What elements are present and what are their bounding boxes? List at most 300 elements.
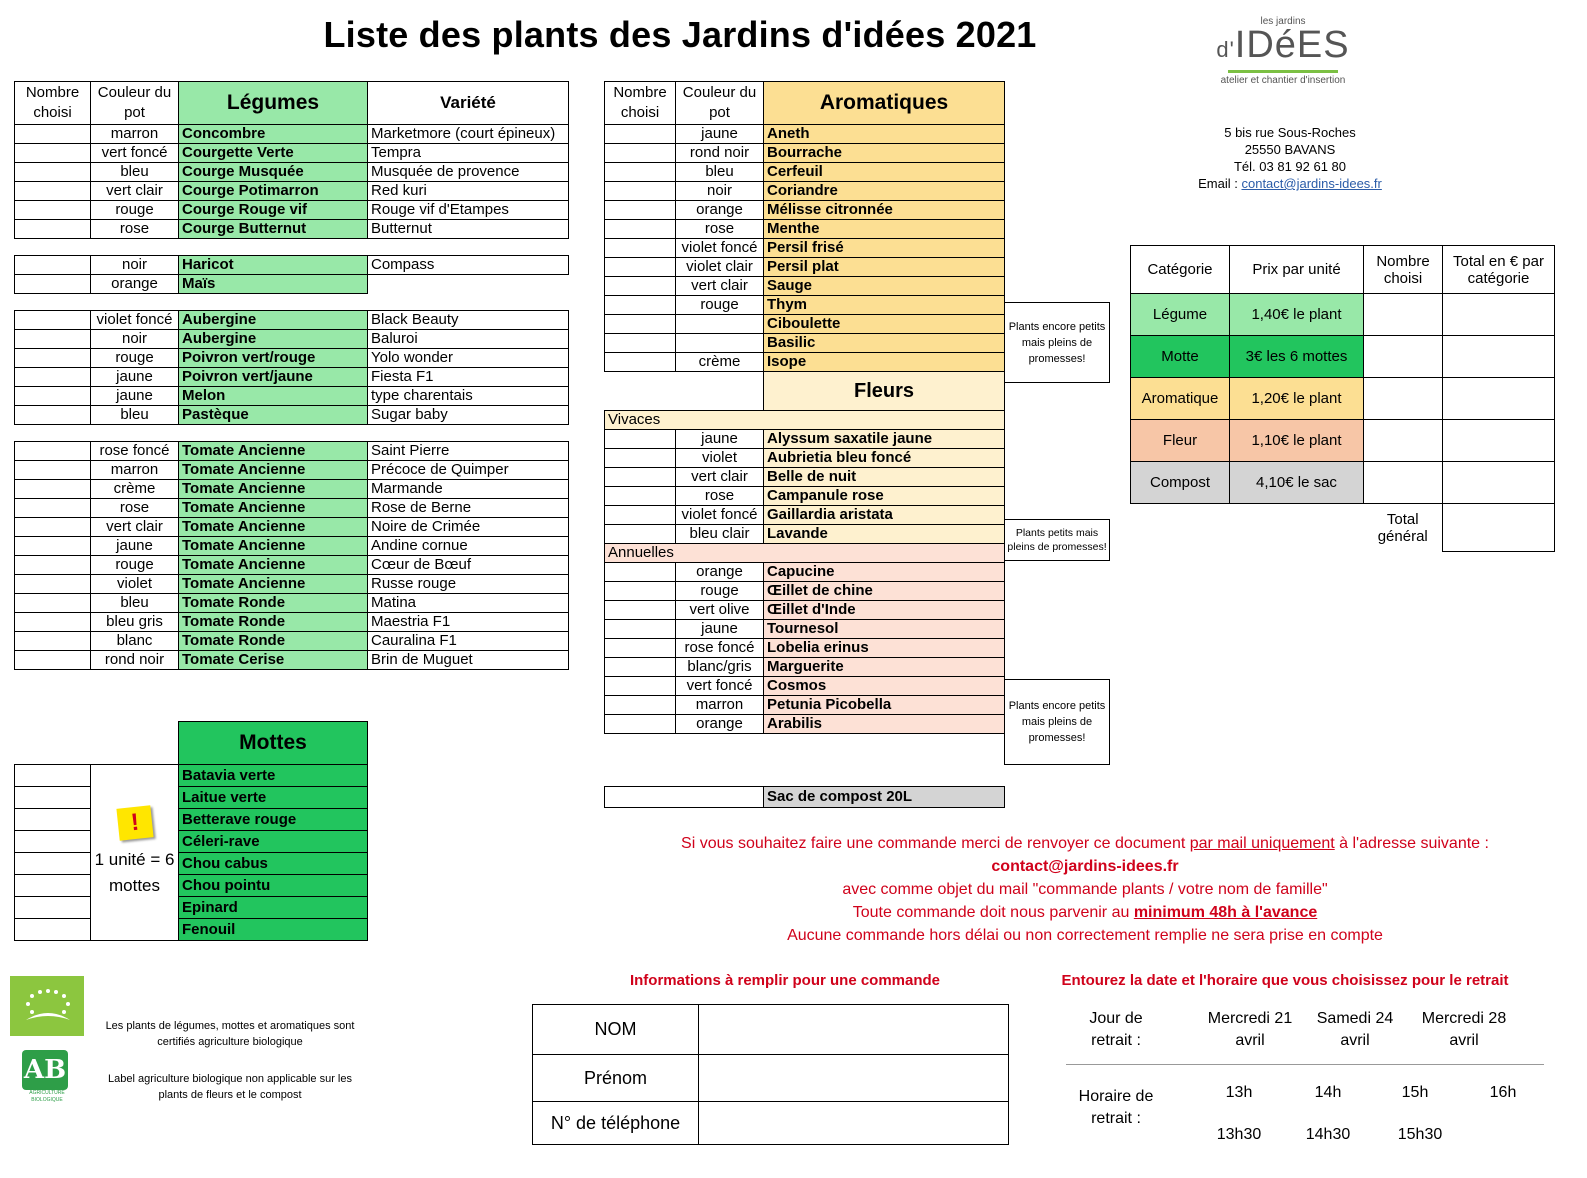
nombre-choisi-cell[interactable]: [15, 556, 91, 575]
spacer-cell: [179, 239, 368, 256]
legume-name: Tomate Ancienne: [179, 480, 368, 499]
pot-color: marron: [676, 696, 764, 715]
group-spacer: [15, 239, 569, 256]
header-nombre: Nombre choisi: [15, 82, 91, 125]
spacer-cell: [15, 239, 91, 256]
aromatique-name: Persil plat: [764, 258, 1005, 277]
legume-variety: Butternut: [368, 220, 569, 239]
price-nombre-input[interactable]: [1364, 462, 1443, 504]
nombre-choisi-cell[interactable]: [15, 575, 91, 594]
nombre-choisi-cell[interactable]: [605, 277, 676, 296]
field-prenom-input[interactable]: [699, 1055, 1009, 1102]
pickup-day-label: Jour de retrait :: [1089, 1010, 1143, 1049]
header-couleur: Couleur du pot: [91, 82, 179, 125]
nombre-choisi-cell[interactable]: [15, 831, 91, 853]
nombre-choisi-cell[interactable]: [15, 594, 91, 613]
field-telephone-label: N° de téléphone: [533, 1102, 699, 1145]
pot-color: rose: [91, 499, 179, 518]
motte-row: [15, 919, 368, 941]
legume-variety: Marketmore (court épineux): [368, 125, 569, 144]
note-vivaces: Plants petits mais pleins de promesses!: [1004, 519, 1110, 561]
price-row: [1131, 420, 1555, 462]
legume-row: [15, 537, 569, 556]
nombre-choisi-cell[interactable]: [605, 296, 676, 315]
nombre-choisi-cell[interactable]: [15, 537, 91, 556]
mottes-unit-note: [91, 765, 179, 941]
pot-color: jaune: [91, 537, 179, 556]
aromatique-name: Coriandre: [764, 182, 1005, 201]
pot-color: noir: [676, 182, 764, 201]
total-general-input[interactable]: [1443, 504, 1555, 552]
vivace-row: [605, 487, 1005, 506]
notice-l4b: minimum 48h à l'avance: [1133, 904, 1318, 921]
legume-row: [15, 442, 569, 461]
price-category: Compost: [1131, 462, 1230, 504]
pot-color: jaune: [676, 620, 764, 639]
group-spacer: [15, 294, 569, 311]
field-telephone-input[interactable]: [699, 1102, 1009, 1145]
aromatique-row: [605, 334, 1005, 353]
price-total-empty2: [1230, 504, 1364, 552]
ab-logo-subtitle: AGRICULTURE BIOLOGIQUE: [29, 1090, 65, 1103]
price-nombre-input[interactable]: [1364, 294, 1443, 336]
mottes-header-empty: [15, 722, 91, 765]
motte-row: [15, 809, 368, 831]
fleurs-header-row: [605, 372, 1005, 411]
price-total-input[interactable]: [1443, 420, 1555, 462]
spacer-cell: [179, 425, 368, 442]
nombre-choisi-cell[interactable]: [605, 696, 676, 715]
aromatique-name: Isope: [764, 353, 1005, 372]
legume-name: Concombre: [179, 125, 368, 144]
legume-variety: Précoce de Quimper: [368, 461, 569, 480]
nombre-choisi-cell[interactable]: [605, 258, 676, 277]
spacer-cell: [91, 239, 179, 256]
nombre-choisi-cell[interactable]: [15, 330, 91, 349]
annuelle-name: Arabilis: [764, 715, 1005, 734]
nombre-choisi-cell[interactable]: [605, 506, 676, 525]
nombre-choisi-cell[interactable]: [605, 201, 676, 220]
aromatique-row: [605, 353, 1005, 372]
pot-color: bleu clair: [676, 525, 764, 544]
price-category: Fleur: [1131, 420, 1230, 462]
header-mottes: Mottes: [179, 722, 368, 765]
aromatiques-header-row: [605, 82, 1005, 125]
aromatique-row: [605, 182, 1005, 201]
notice-l1a: Si vous souhaitez faire une commande merci de renvoyer ce document: [681, 835, 1190, 852]
nombre-choisi-cell[interactable]: [605, 620, 676, 639]
price-category: Légume: [1131, 294, 1230, 336]
legume-name: Courge Musquée: [179, 163, 368, 182]
legume-variety: Matina: [368, 594, 569, 613]
pickup-time-15h30[interactable]: 15h30: [1397, 1126, 1443, 1143]
nombre-choisi-cell[interactable]: [15, 182, 91, 201]
pot-color: vert olive: [676, 601, 764, 620]
pot-color: noir: [91, 330, 179, 349]
legume-row: [15, 651, 569, 670]
note-annuelles: Plants encore petits mais pleins de promesses!: [1004, 679, 1110, 765]
legume-row: [15, 144, 569, 163]
legume-name: Tomate Ancienne: [179, 575, 368, 594]
logo-subtitle: atelier et chantier d'insertion: [1220, 75, 1346, 86]
aromatique-row: [605, 144, 1005, 163]
annuelle-label: Annuelles: [605, 544, 1005, 563]
legume-variety: Brin de Muguet: [368, 651, 569, 670]
aromatique-name: Aneth: [764, 125, 1005, 144]
legume-row: [15, 406, 569, 425]
pot-color: violet: [676, 449, 764, 468]
pot-color: violet: [91, 575, 179, 594]
nombre-choisi-cell[interactable]: [15, 919, 91, 941]
nombre-choisi-cell[interactable]: [605, 334, 676, 353]
motte-row: [15, 787, 368, 809]
legume-variety: Tempra: [368, 144, 569, 163]
aromatiques-table: [604, 81, 1005, 734]
pot-color: jaune: [676, 430, 764, 449]
price-total-input[interactable]: [1443, 294, 1555, 336]
pot-color: bleu gris: [91, 613, 179, 632]
legume-row: [15, 349, 569, 368]
pot-color: orange: [676, 563, 764, 582]
motte-name: Fenouil: [179, 919, 368, 941]
legume-name: Aubergine: [179, 311, 368, 330]
pot-color: orange: [91, 275, 179, 294]
vivace-name: Belle de nuit: [764, 468, 1005, 487]
price-row: [1131, 462, 1555, 504]
legume-name: Melon: [179, 387, 368, 406]
compost-nombre-cell[interactable]: [605, 787, 764, 808]
legume-variety: Maestria F1: [368, 613, 569, 632]
pot-color: rouge: [91, 201, 179, 220]
price-unit: 1,40€ le plant: [1230, 294, 1364, 336]
price-header-row: [1131, 246, 1555, 294]
nombre-choisi-cell[interactable]: [15, 480, 91, 499]
field-nom-input[interactable]: [699, 1005, 1009, 1055]
spacer-cell: [368, 239, 569, 256]
nombre-choisi-cell[interactable]: [605, 353, 676, 372]
legume-variety: type charentais: [368, 387, 569, 406]
aromatique-row: [605, 163, 1005, 182]
nombre-choisi-cell[interactable]: [605, 239, 676, 258]
fleurs-header-empty: [605, 372, 676, 411]
nombre-choisi-cell[interactable]: [605, 144, 676, 163]
pot-color: vert clair: [676, 468, 764, 487]
nombre-choisi-cell[interactable]: [15, 787, 91, 809]
legume-row: [15, 275, 569, 294]
nombre-choisi-cell[interactable]: [605, 582, 676, 601]
legume-name: Haricot: [179, 256, 368, 275]
motte-row: [15, 765, 368, 787]
legume-variety: Rouge vif d'Etampes: [368, 201, 569, 220]
price-total-empty: [1131, 504, 1230, 552]
header-legumes: Légumes: [179, 82, 368, 125]
legume-name: Tomate Ancienne: [179, 556, 368, 575]
price-total-input[interactable]: [1443, 336, 1555, 378]
price-total-input[interactable]: [1443, 462, 1555, 504]
logo-brand: [1208, 24, 1358, 68]
legume-name: Tomate Ronde: [179, 613, 368, 632]
notice-email[interactable]: contact@jardins-idees.fr: [991, 858, 1179, 875]
spacer-cell: [91, 425, 179, 442]
address-street: 5 bis rue Sous-Roches: [1224, 125, 1356, 140]
aromatique-name: Cerfeuil: [764, 163, 1005, 182]
legume-row: [15, 182, 569, 201]
address-block: [1180, 124, 1400, 192]
header-fleurs: Fleurs: [764, 372, 1005, 411]
nombre-choisi-cell[interactable]: [605, 468, 676, 487]
legumes-section: [14, 81, 569, 670]
ab-logo-mark: AB: [22, 1050, 68, 1090]
pickup-time-13h[interactable]: 13h: [1225, 1084, 1253, 1101]
legume-row: [15, 387, 569, 406]
spacer-cell: [179, 294, 368, 311]
pot-color: rouge: [91, 556, 179, 575]
nombre-choisi-cell[interactable]: [605, 430, 676, 449]
pot-color: [676, 315, 764, 334]
nombre-choisi-cell[interactable]: [605, 601, 676, 620]
spacer-cell: [15, 294, 91, 311]
nombre-choisi-cell[interactable]: [15, 518, 91, 537]
legume-variety: Sugar baby: [368, 406, 569, 425]
pickup-time-13h30[interactable]: 13h30: [1216, 1126, 1262, 1143]
vivace-row: [605, 468, 1005, 487]
nombre-choisi-cell[interactable]: [15, 897, 91, 919]
price-unit: 1,10€ le plant: [1230, 420, 1364, 462]
pot-color: rond noir: [91, 651, 179, 670]
nombre-choisi-cell[interactable]: [15, 220, 91, 239]
nombre-choisi-cell[interactable]: [15, 651, 91, 670]
logo-underline: [1228, 70, 1338, 73]
spacer-cell: [15, 425, 91, 442]
legume-name: Tomate Cerise: [179, 651, 368, 670]
legume-name: Aubergine: [179, 330, 368, 349]
vivace-name: Alyssum saxatile jaune: [764, 430, 1005, 449]
annuelle-row: [605, 715, 1005, 734]
legume-variety: [368, 275, 569, 294]
pot-color: vert foncé: [676, 677, 764, 696]
price-table: [1130, 245, 1555, 552]
pot-color: noir: [91, 256, 179, 275]
pot-color: bleu: [91, 594, 179, 613]
pot-color: violet clair: [676, 258, 764, 277]
legume-row: [15, 125, 569, 144]
legume-variety: Yolo wonder: [368, 349, 569, 368]
pot-color: marron: [91, 125, 179, 144]
pickup-time-16h[interactable]: 16h: [1489, 1084, 1517, 1101]
motte-name: Chou cabus: [179, 853, 368, 875]
aromatique-name: Bourrache: [764, 144, 1005, 163]
legumes-header-row: [15, 82, 569, 125]
pickup-time-14h[interactable]: 14h: [1314, 1084, 1342, 1101]
price-nombre-input[interactable]: [1364, 378, 1443, 420]
order-info-section: [532, 1004, 1009, 1145]
annuelle-name: Tournesol: [764, 620, 1005, 639]
nombre-choisi-cell[interactable]: [15, 632, 91, 651]
annuelle-label-row: [605, 544, 1005, 563]
notice-l1c: à l'adresse suivante :: [1334, 835, 1489, 852]
aromatique-name: Basilic: [764, 334, 1005, 353]
pot-color: vert clair: [91, 182, 179, 201]
pot-color: orange: [676, 715, 764, 734]
legume-name: Maïs: [179, 275, 368, 294]
pot-color: rose: [91, 220, 179, 239]
pot-color: rose foncé: [91, 442, 179, 461]
aromatique-row: [605, 125, 1005, 144]
pickup-divider: [1066, 1064, 1544, 1065]
legume-name: Poivron vert/jaune: [179, 368, 368, 387]
pot-color: [676, 334, 764, 353]
legume-name: Poivron vert/rouge: [179, 349, 368, 368]
vivace-row: [605, 525, 1005, 544]
motte-row: [15, 853, 368, 875]
price-header-nombre: Nombre choisi: [1364, 246, 1443, 294]
legume-row: [15, 613, 569, 632]
legume-name: Tomate Ronde: [179, 632, 368, 651]
annuelle-row: [605, 677, 1005, 696]
price-header-prix: Prix par unité: [1230, 246, 1364, 294]
legume-name: Courge Butternut: [179, 220, 368, 239]
compost-table: [604, 786, 1005, 808]
nombre-choisi-cell[interactable]: [605, 449, 676, 468]
pot-color: rose: [676, 487, 764, 506]
nombre-choisi-cell[interactable]: [15, 387, 91, 406]
price-nombre-input[interactable]: [1364, 336, 1443, 378]
legume-row: [15, 594, 569, 613]
nombre-choisi-cell[interactable]: [605, 715, 676, 734]
logo-brand-d: d': [1216, 37, 1235, 62]
legume-variety: Musquée de provence: [368, 163, 569, 182]
aro-header-couleur: Couleur du pot: [676, 82, 764, 125]
aro-header-nombre: Nombre choisi: [605, 82, 676, 125]
price-row: [1131, 294, 1555, 336]
nombre-choisi-cell[interactable]: [15, 125, 91, 144]
aromatique-row: [605, 296, 1005, 315]
pickup-day-1[interactable]: Mercredi 21 avril: [1207, 1010, 1293, 1049]
group-spacer: [15, 425, 569, 442]
aromatique-row: [605, 239, 1005, 258]
price-nombre-input[interactable]: [1364, 420, 1443, 462]
spacer-cell: [91, 294, 179, 311]
legume-row: [15, 311, 569, 330]
legume-name: Tomate Ancienne: [179, 518, 368, 537]
mottes-header-empty2: [91, 722, 179, 765]
price-total-row: [1131, 504, 1555, 552]
notice-line-5: Aucune commande hors délai ou non correctement remplie ne sera prise en compte: [787, 927, 1383, 944]
nombre-choisi-cell[interactable]: [15, 311, 91, 330]
legume-name: Tomate Ancienne: [179, 499, 368, 518]
nombre-choisi-cell[interactable]: [605, 163, 676, 182]
warning-icon: !: [116, 805, 153, 840]
nombre-choisi-cell[interactable]: [605, 220, 676, 239]
annuelle-row: [605, 658, 1005, 677]
annuelle-row: [605, 582, 1005, 601]
fleurs-header-empty2: [676, 372, 764, 411]
nombre-choisi-cell[interactable]: [15, 809, 91, 831]
pickup-day-2[interactable]: Samedi 24 avril: [1316, 1010, 1394, 1049]
annuelle-row: [605, 563, 1005, 582]
bio-text-2: Label agriculture biologique non applicable sur les plants de fleurs et le compost: [108, 1073, 352, 1101]
nombre-choisi-cell[interactable]: [15, 461, 91, 480]
legume-variety: Saint Pierre: [368, 442, 569, 461]
pickup-time-14h30[interactable]: 14h30: [1305, 1126, 1351, 1143]
pickup-time-label: Horaire de retrait :: [1078, 1088, 1154, 1127]
pot-color: violet foncé: [91, 311, 179, 330]
pot-color: jaune: [91, 368, 179, 387]
annuelle-row: [605, 620, 1005, 639]
legume-row: [15, 163, 569, 182]
nombre-choisi-cell[interactable]: [605, 563, 676, 582]
legume-variety: Fiesta F1: [368, 368, 569, 387]
nombre-choisi-cell[interactable]: [15, 765, 91, 787]
nombre-choisi-cell[interactable]: [15, 613, 91, 632]
pot-color: jaune: [676, 125, 764, 144]
logo-top-text: les jardins: [1260, 16, 1306, 27]
motte-name: Batavia verte: [179, 765, 368, 787]
nombre-choisi-cell[interactable]: [605, 525, 676, 544]
nombre-choisi-cell[interactable]: [605, 125, 676, 144]
price-section: [1130, 245, 1555, 552]
nombre-choisi-cell[interactable]: [15, 406, 91, 425]
pickup-day-3[interactable]: Mercredi 28 avril: [1421, 1010, 1507, 1049]
spacer-cell: [368, 425, 569, 442]
legume-row: [15, 220, 569, 239]
pot-color: rond noir: [676, 144, 764, 163]
legume-row: [15, 461, 569, 480]
legume-name: Tomate Ancienne: [179, 461, 368, 480]
nombre-choisi-cell[interactable]: [15, 499, 91, 518]
nombre-choisi-cell[interactable]: [605, 658, 676, 677]
nombre-choisi-cell[interactable]: [605, 639, 676, 658]
compost-row: [604, 786, 1005, 808]
nombre-choisi-cell[interactable]: [605, 487, 676, 506]
pickup-time-15h[interactable]: 15h: [1401, 1084, 1429, 1101]
nombre-choisi-cell[interactable]: [605, 677, 676, 696]
legume-row: [15, 330, 569, 349]
annuelle-name: Cosmos: [764, 677, 1005, 696]
total-general-label: Total général: [1377, 510, 1428, 545]
nombre-choisi-cell[interactable]: [605, 182, 676, 201]
motte-name: Betterave rouge: [179, 809, 368, 831]
logo-brand-main: IDéES: [1234, 24, 1350, 66]
nombre-choisi-cell[interactable]: [15, 256, 91, 275]
notice-line-4: [650, 901, 1520, 924]
nombre-choisi-cell[interactable]: [15, 442, 91, 461]
nombre-choisi-cell[interactable]: [15, 275, 91, 294]
aromatique-row: [605, 315, 1005, 334]
price-unit: 3€ les 6 mottes: [1230, 336, 1364, 378]
address-phone: Tél. 03 81 92 61 80: [1233, 159, 1347, 174]
vivace-row: [605, 430, 1005, 449]
nombre-choisi-cell[interactable]: [15, 349, 91, 368]
vivace-name: Lavande: [764, 525, 1005, 544]
price-total-input[interactable]: [1443, 378, 1555, 420]
motte-row: [15, 897, 368, 919]
nombre-choisi-cell[interactable]: [15, 853, 91, 875]
nombre-choisi-cell[interactable]: [15, 201, 91, 220]
aromatique-name: Ciboulette: [764, 315, 1005, 334]
aromatique-name: Sauge: [764, 277, 1005, 296]
header-aromatiques: Aromatiques: [764, 82, 1005, 125]
nombre-choisi-cell[interactable]: [605, 315, 676, 334]
aromatique-row: [605, 277, 1005, 296]
pot-color: vert foncé: [91, 144, 179, 163]
vivace-label: Vivaces: [605, 411, 1005, 430]
address-email-link[interactable]: contact@jardins-idees.fr: [1241, 176, 1382, 191]
nombre-choisi-cell[interactable]: [15, 368, 91, 387]
nombre-choisi-cell[interactable]: [15, 163, 91, 182]
nombre-choisi-cell[interactable]: [15, 144, 91, 163]
nombre-choisi-cell[interactable]: [15, 875, 91, 897]
